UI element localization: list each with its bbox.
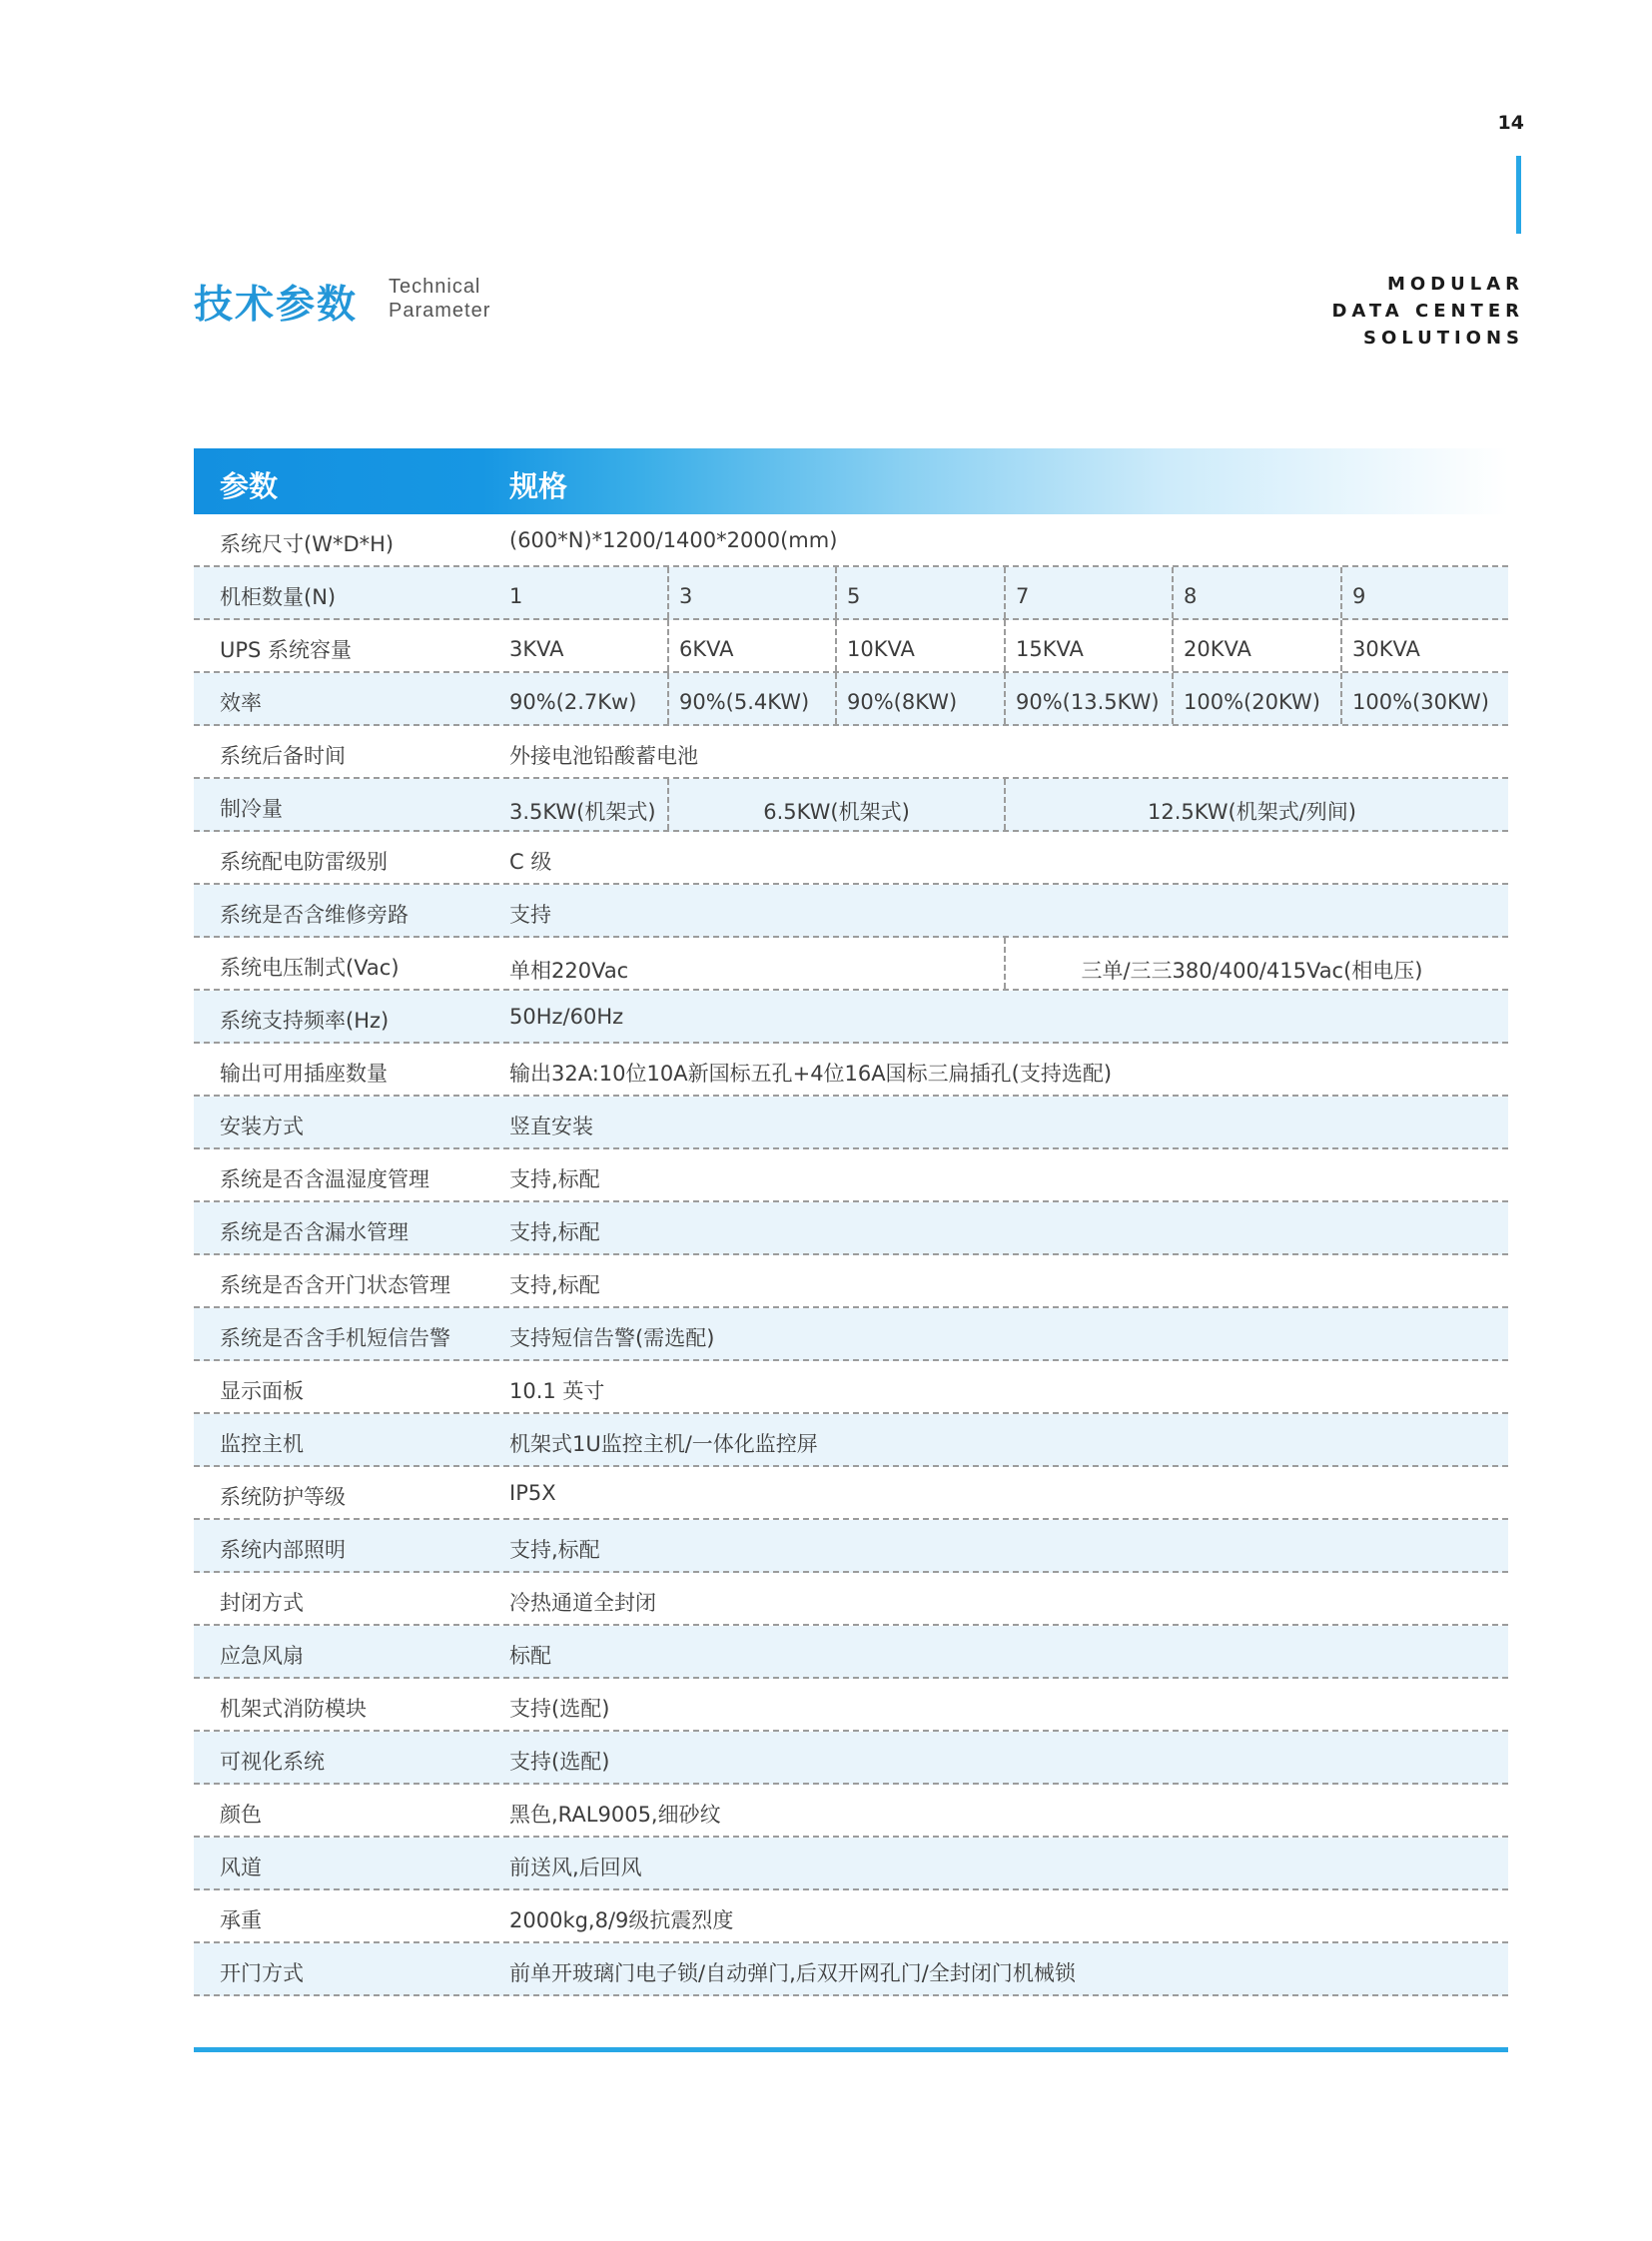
row-label: 可视化系统 — [220, 1750, 325, 1774]
bottom-rule — [194, 2047, 1508, 2052]
cell-text: 单相220Vac — [509, 959, 629, 983]
row-value: 支持,标配 — [509, 1220, 600, 1244]
row-label: 系统内部照明 — [220, 1538, 346, 1562]
table-row — [194, 567, 1508, 620]
table-row — [194, 938, 1508, 991]
page-title: 技术参数 — [194, 283, 359, 328]
row-label: 封闭方式 — [220, 1591, 304, 1615]
subtitle-line: Parameter — [389, 300, 491, 322]
row-label: 系统后备时间 — [220, 744, 346, 768]
table-cell — [1340, 620, 1498, 671]
table-row — [194, 1414, 1508, 1467]
row-label: 安装方式 — [220, 1115, 304, 1138]
table-row — [194, 1467, 1508, 1520]
table-cell — [1172, 567, 1340, 618]
row-label: 承重 — [220, 1908, 262, 1932]
row-value: IP5X — [509, 1481, 556, 1505]
brand-line: DATA CENTER — [1331, 301, 1524, 322]
row-value: 黑色,RAL9005,细砂纹 — [509, 1803, 721, 1827]
table-cell — [1340, 673, 1498, 724]
cell-text: 10KVA — [847, 637, 915, 661]
brand-line: MODULAR — [1386, 274, 1524, 295]
cell-text: 90%(8KW) — [847, 690, 958, 714]
spec-table — [194, 448, 1508, 1996]
row-value: 50Hz/60Hz — [509, 1005, 624, 1029]
accent-bar — [1516, 156, 1521, 234]
row-label: 机架式消防模块 — [220, 1697, 367, 1721]
row-label: 制冷量 — [220, 797, 283, 821]
table-cell — [667, 779, 1004, 830]
cell-text: 6.5KW(机架式) — [763, 800, 910, 824]
table-row — [194, 1573, 1508, 1626]
row-label: 系统配电防雷级别 — [220, 850, 388, 874]
row-value: 机架式1U监控主机/一体化监控屏 — [509, 1432, 818, 1456]
page-subtitle — [389, 275, 490, 323]
table-cell — [1004, 938, 1498, 989]
table-row — [194, 1890, 1508, 1943]
table-body — [194, 514, 1508, 1996]
table-row — [194, 1679, 1508, 1732]
row-label: 系统是否含维修旁路 — [220, 903, 409, 927]
table-row — [194, 885, 1508, 938]
cell-text: 9 — [1352, 584, 1366, 608]
row-label: 效率 — [220, 691, 262, 715]
table-row — [194, 1308, 1508, 1361]
row-value: 支持短信告警(需选配) — [509, 1326, 715, 1350]
table-row — [194, 779, 1508, 832]
row-value: 输出32A:10位10A新国标五孔+4位16A国标三扁插孔(支持选配) — [509, 1062, 1113, 1086]
row-label: 系统是否含开门状态管理 — [220, 1273, 450, 1297]
row-value: 支持(选配) — [509, 1697, 610, 1721]
row-value: C 级 — [509, 850, 552, 874]
cell-text: 30KVA — [1352, 637, 1420, 661]
cell-text: 7 — [1016, 584, 1030, 608]
row-value: 支持,标配 — [509, 1273, 600, 1297]
table-cell — [1004, 620, 1172, 671]
cell-text: 6KVA — [679, 637, 734, 661]
cell-text: 5 — [847, 584, 861, 608]
row-label: 风道 — [220, 1856, 262, 1879]
table-row — [194, 1255, 1508, 1308]
row-value: 支持,标配 — [509, 1167, 600, 1191]
cell-text: 12.5KW(机架式/列间) — [1147, 800, 1356, 824]
cell-text: 15KVA — [1016, 637, 1084, 661]
table-row — [194, 726, 1508, 779]
cell-text: 90%(2.7Kw) — [509, 690, 637, 714]
row-value: 前单开玻璃门电子锁/自动弹门,后双开网孔门/全封闭门机械锁 — [509, 1961, 1076, 1985]
table-cell — [1172, 620, 1340, 671]
table-header — [194, 448, 1508, 514]
table-row — [194, 1732, 1508, 1785]
table-row — [194, 1097, 1508, 1149]
row-label: 系统尺寸(W*D*H) — [220, 532, 395, 556]
table-row — [194, 991, 1508, 1044]
table-cell — [499, 620, 667, 671]
table-row — [194, 620, 1508, 673]
page-number: 14 — [1497, 112, 1524, 134]
row-label: 系统电压制式(Vac) — [220, 956, 400, 980]
table-cell — [835, 673, 1004, 724]
row-value: 10.1 英寸 — [509, 1379, 605, 1403]
row-value: 支持 — [509, 903, 551, 927]
subtitle-line: Technical — [389, 276, 481, 298]
row-value: 标配 — [509, 1644, 551, 1668]
table-cell — [1004, 567, 1172, 618]
table-row — [194, 1626, 1508, 1679]
cell-text: 三单/三三380/400/415Vac(相电压) — [1081, 959, 1423, 983]
row-value: 前送风,后回风 — [509, 1856, 642, 1879]
table-cell — [667, 620, 835, 671]
row-value: (600*N)*1200/1400*2000(mm) — [509, 528, 838, 552]
table-row — [194, 1838, 1508, 1890]
table-cell — [835, 620, 1004, 671]
table-row — [194, 1361, 1508, 1414]
row-label: 颜色 — [220, 1803, 262, 1827]
row-label: 系统是否含漏水管理 — [220, 1220, 409, 1244]
row-label: 开门方式 — [220, 1961, 304, 1985]
row-label: 输出可用插座数量 — [220, 1062, 388, 1086]
table-cell — [499, 938, 1004, 989]
table-cell — [1172, 673, 1340, 724]
cell-text: 90%(13.5KW) — [1016, 690, 1160, 714]
table-row — [194, 1943, 1508, 1996]
row-value: 冷热通道全封闭 — [509, 1591, 656, 1615]
table-row — [194, 1785, 1508, 1838]
table-cell — [499, 567, 667, 618]
table-cell — [499, 779, 667, 830]
table-cell — [499, 673, 667, 724]
table-cell — [667, 567, 835, 618]
table-row — [194, 673, 1508, 726]
cell-text: 3 — [679, 584, 693, 608]
row-label: 系统是否含手机短信告警 — [220, 1326, 450, 1350]
row-value: 2000kg,8/9级抗震烈度 — [509, 1908, 734, 1932]
table-row — [194, 832, 1508, 885]
table-row — [194, 1520, 1508, 1573]
row-label: 显示面板 — [220, 1379, 304, 1403]
row-value: 支持(选配) — [509, 1750, 610, 1774]
cell-text: 8 — [1184, 584, 1198, 608]
cell-text: 90%(5.4KW) — [679, 690, 810, 714]
cell-text: 3KVA — [509, 637, 564, 661]
table-cell — [1004, 673, 1172, 724]
row-label: 监控主机 — [220, 1432, 304, 1456]
header-param: 参数 — [220, 469, 279, 503]
row-label: 系统防护等级 — [220, 1485, 346, 1509]
brand-block — [1331, 271, 1524, 352]
row-value: 外接电池铅酸蓄电池 — [509, 744, 698, 768]
row-label: 应急风扇 — [220, 1644, 304, 1668]
table-row — [194, 1044, 1508, 1097]
table-cell — [1004, 779, 1498, 830]
table-row — [194, 1149, 1508, 1202]
row-value: 支持,标配 — [509, 1538, 600, 1562]
cell-text: 1 — [509, 584, 523, 608]
cell-text: 100%(30KW) — [1352, 690, 1489, 714]
table-row — [194, 514, 1508, 567]
brand-line: SOLUTIONS — [1362, 328, 1524, 349]
row-value: 竖直安装 — [509, 1115, 593, 1138]
table-cell — [835, 567, 1004, 618]
row-label: 机柜数量(N) — [220, 585, 337, 609]
row-label: 系统是否含温湿度管理 — [220, 1167, 429, 1191]
header-spec: 规格 — [509, 469, 568, 503]
table-cell — [667, 673, 835, 724]
table-cell — [1340, 567, 1498, 618]
cell-text: 20KVA — [1184, 637, 1251, 661]
cell-text: 100%(20KW) — [1184, 690, 1320, 714]
row-label: UPS 系统容量 — [220, 638, 353, 662]
table-row — [194, 1202, 1508, 1255]
cell-text: 3.5KW(机架式) — [509, 800, 656, 824]
row-label: 系统支持频率(Hz) — [220, 1009, 390, 1033]
